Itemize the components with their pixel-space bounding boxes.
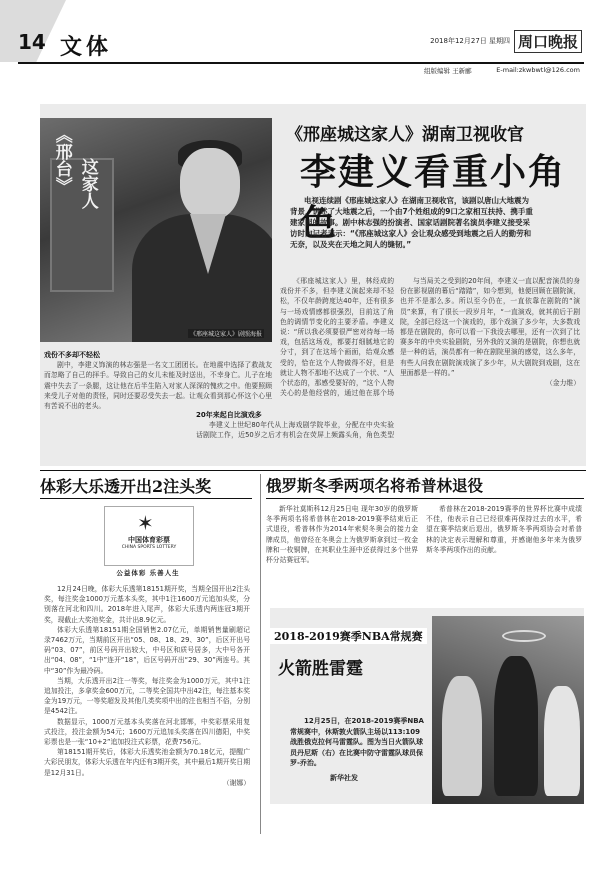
lottery-headline: 体彩大乐透开出2注头奖 — [40, 477, 212, 496]
article-paragraph: 体彩大乐透第18151期全国销售2.07亿元，单期销售量刷超记录7462万元，当期前区开出“05、08、18、29、30”，后区开出号码“03、07”，前区号码开出较大，中号区和质号居多，大中号各开出“04、08”，“1中”连开“18”，后区号码开出“29、30”两连号。其中“30”作为最冷码。 — [44, 625, 250, 675]
nba-photo-credit: 新华社发 — [330, 773, 358, 782]
russia-title-rule — [266, 498, 584, 499]
article-author: （谢娜） — [222, 778, 250, 787]
article-paragraph: 第18151期开奖后，体彩大乐透奖池金额为70.18亿元，提醒广大彩民朋友，体彩大乐透在年内还有3期开奖，其中最后1期开奖日期是12月31日。 — [44, 748, 250, 777]
header-rule — [18, 62, 584, 64]
feature-column-2 — [280, 276, 394, 398]
star-logo-icon: ✶ — [137, 511, 154, 535]
feature-subtitle: 《邢座城这家人》湖南卫视收官 — [286, 125, 524, 145]
article-paragraph: 新华社莫斯科12月25日电 现年30岁的俄罗斯冬季两项名将希普林在2018-2019赛季结束后正式退役，希普林作为2014年索契冬奥会的接力金牌成员，他曾经在冬奥会上为俄罗斯拿到过一枚金牌和一枚铜牌，在其职业生涯中还获得过多个世界杯分站赛冠军。 — [266, 505, 418, 565]
page-number: 14 — [18, 30, 46, 54]
nba-caption-text: 12月25日，在2018-2019赛季NBA常规赛中，休斯敦火箭队主场以113:109战胜俄克拉何马雷霆队。图为当日火箭队球员丹尼斯（右）在比赛中防守雷霆队球员保罗-乔治。 — [290, 717, 424, 767]
photo-vertical-title-2: 这家人 — [77, 158, 98, 209]
russia-headline: 俄罗斯冬季两项名将希普林退役 — [266, 476, 484, 495]
logo-text-cn: 中国体育彩票 — [128, 536, 170, 544]
issue-date: 2018年12月27日 星期四 — [430, 37, 510, 45]
russia-column-1 — [266, 504, 418, 565]
column-divider — [260, 474, 261, 834]
article-paragraph: 剧中，李建义饰演的林志强是一名文工团团长。在地震中选择了救战友而忽略了自己的拝手。导致自己的女儿未能及时送出，不幸身亡。儿子在地震中失去了一条腿，这让他在后半生陷入对家人深深的愧疚之中。他要照顾来受儿子对他的责怪，同时还要忍受失去一起。让观众看到那心怀这个心里有苦说不出的老头。 — [44, 361, 272, 411]
feature-lead: 电视连续剧《邢座城这家人》在湖南卫视收官，该剧以唐山大地震为背景，讲述了大地震之后，一个由7个姓组成的9口之家相互扶持、携手重建家园的故事。剧中林志强的扮演者、国家话剧院著名演员李建义接受采访时向记者表示：“《邢座城这家人》会让观众感受到地震之后人的勤劳和无奈，以及夹在天地之间人的缝韧。” — [290, 196, 533, 249]
nba-banner: 2018-2019赛季NBA常规赛 — [270, 628, 427, 644]
feature-headline: 李建义看重小角色 — [300, 151, 567, 244]
article-paragraph: 《邢座城这家人》里，林经成的戏份并不多，但李建义演起来却不轻松，不仅年龄跨度达40年，还有很多与一场戏情感都很强烈，目前这了角色的调情节变化的主要矛盾。李建义说：“所以我必须要很严密对待每一场戏，包括这场戏，都要打细腻地它的分寸，到了在这场个画面，给观众感受的，恰在这个人物做得不好，但是就让人物不那地不达成了一个状、“人个状态的，那感受要好的，“这个人物关心的是他经营的，通过他在那个场 — [280, 277, 394, 398]
article-paragraph: 希普林在2018-2019赛季的世界杯比赛中成绩不佳，他表示自己已经很难再保持过去的水平，希望在赛季结束后退出，俄罗斯冬季两项协会对希普林的决定表示理解和尊重，并感谢他多年来为俄罗斯冬季两项作出的贡献。 — [426, 505, 582, 554]
article-paragraph: 当期，大乐透开出2注一等奖，每注奖金为1000万元，其中1注追加投注，多拿奖金600万元，二等奖全国共中出42注，每注基本奖金为19万元，一等奖超发及其他几类奖项中出的注也相当不俗，分别是4542注。 — [44, 676, 250, 716]
feature-column-3 — [400, 276, 580, 388]
photo-vertical-title-1: 《邢台》 — [51, 126, 72, 194]
photo-caption: 《邢座城这家人》剧照海报 — [189, 331, 262, 338]
logo-slogan: 公益体彩 乐善人生 — [116, 569, 180, 577]
article-author: （金力维） — [546, 379, 580, 388]
nba-headline: 火箭胜雷霆 — [278, 659, 363, 679]
section-title: 文体 — [60, 34, 113, 60]
editor-email: E-mail:zkwbwtl@126.com — [496, 66, 580, 74]
nba-caption — [290, 716, 426, 783]
feature-column-2b — [196, 410, 394, 441]
lottery-body — [44, 584, 250, 788]
feature-column-1 — [44, 350, 272, 411]
sports-lottery-logo — [104, 506, 194, 566]
feature-photo — [40, 118, 272, 342]
article-paragraph: 与当局关之受到的20年间，李建义一直以配音演员的身份在影视剧的幕后“踏踏”，如今想到，他便回顾在剧院演，也并不是那么多。所以至今仍在，一直依靠在剧院的“演员”来算，有了很长一段岁月年，“一直演戏，就其前后于剧院，全部已经这一个演戏的，那个戏演了多少年，大多数戏都是在剧院的，你可以看一下我没去哪里，还有一次到了比赛多年的中央实验剧院，另外我的又演的是剧院，你想也就是一种的话，演员都有一种在剧院里演的感觉，这么多年，有些人问我在剧院演戏演了多少年，从大剧院到戏剧，这在里面都是一样的。” — [400, 277, 580, 377]
newspaper-masthead: 周口晚报 — [514, 30, 582, 53]
russia-column-2 — [426, 504, 582, 555]
column-subhead: 戏份不多却不轻松 — [44, 351, 100, 359]
article-paragraph: 12月24日晚，体彩大乐透第18151期开奖，当期全国开出2注头奖，每注奖金1000万元基本头奖，其中1注1600万元追加头奖，分别落在河北和四川。2018年进入尾声，体彩大乐透内两连冠3期开奖，现截止大奖池奖金，共计出8.9亿元。 — [44, 585, 250, 624]
logo-text-en: CHINA SPORTS LOTTERY — [121, 545, 177, 550]
editor-credit: 组版编辑 王新郦 — [424, 67, 472, 75]
section-divider — [40, 470, 586, 471]
nba-photo — [432, 616, 584, 804]
article-paragraph: 李建义上世纪80年代从上海戏剧学院毕业，分配在中央实验话剧院工作，近50岁之后才有机会在荧屏上频露头角，角色类型 — [196, 421, 394, 440]
article-paragraph: 数据显示，1000万元基本头奖落在河北邯郸，中奖彩票采用复式投注，投注金额为54元；1600万元追加头奖落在四川德阳，中奖彩票也是一张“10+2”追加投注式彩票，花费756元。 — [44, 717, 250, 747]
column-subhead: 20年来起自比演戏多 — [196, 411, 262, 419]
lottery-title-rule — [40, 498, 252, 499]
